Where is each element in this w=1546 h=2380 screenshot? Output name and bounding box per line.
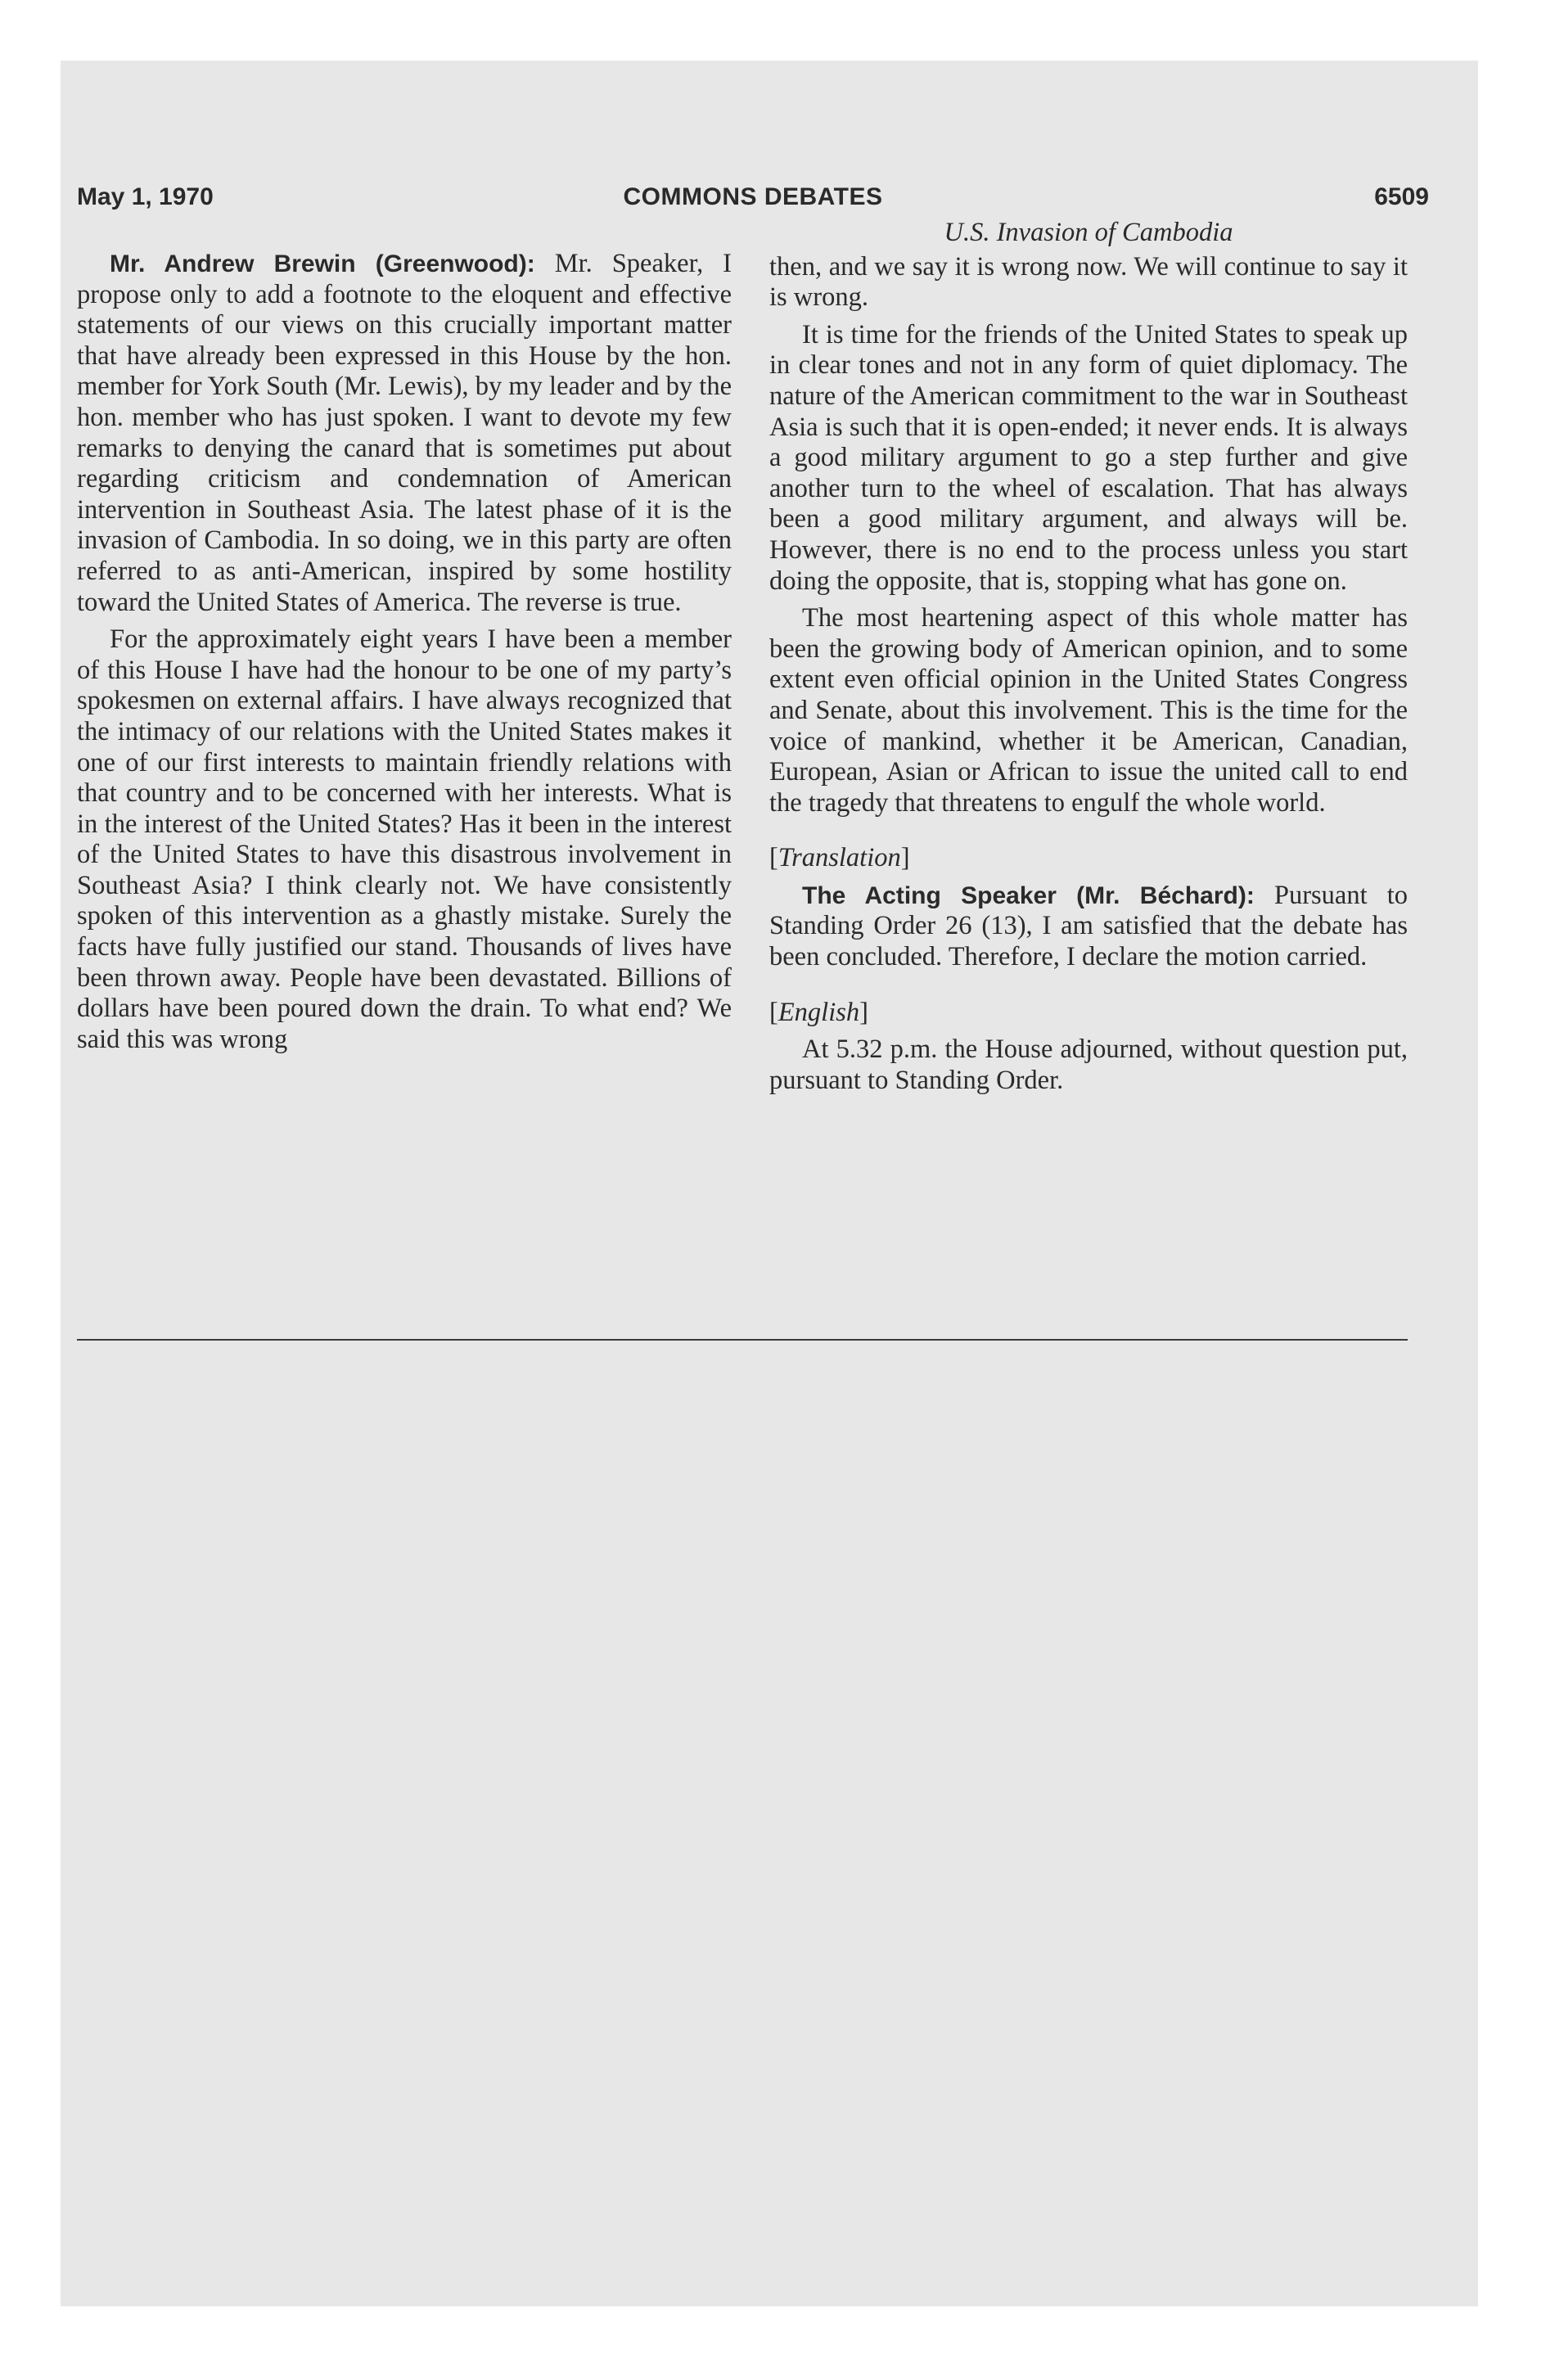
left-column [77, 249, 732, 1055]
header-journal-title: COMMONS DEBATES [623, 183, 883, 210]
header-page-number: 6509 [1374, 183, 1429, 210]
language-marker-label: Translation [778, 843, 901, 873]
paragraph: The most heartening aspect of this whole matter has been the growing body of American opinion, and to some extent even official opinion in the United States Congress and Senate, about this involvement. This is the time for the voice of mankind, whether it be American, Canadian, European, Asian or African to issue the united call to end the tragedy that threatens to engulf the whole world. [769, 603, 1408, 818]
paragraph: For the approximately eight years I have been a member of this House I have had the honour to be one of my party’s spokesmen on external affairs. I have always recognized that the intimacy of our relations with the United States makes it one of our first interests to maintain friendly relations with that country and to be concerned with her interests. What is in the interest of the United States? Has it been in the interest of the United States to have this disastrous involvement in Southeast Asia? I think clearly not. We have consistently spoken of this intervention as a ghastly mistake. Surely the facts have fully justified our stand. Thousands of lives have been thrown away. People have been devastated. Billions of dollars have been poured down the drain. To what end? We said this was wrong [77, 624, 732, 1054]
speaker-name: The Acting Speaker (Mr. Béchard): [802, 881, 1255, 909]
section-subheading: U.S. Invasion of Cambodia [944, 218, 1233, 247]
paragraph [77, 249, 732, 618]
paragraph [769, 881, 1408, 973]
paragraph: then, and we say it is wrong now. We will continue to say it is wrong. [769, 251, 1408, 313]
speaker-name: Mr. Andrew Brewin (Greenwood): [110, 250, 535, 277]
page-header [77, 183, 1429, 216]
header-date: May 1, 1970 [77, 183, 214, 210]
horizontal-rule [77, 1339, 1408, 1341]
language-marker-translation: [Translation] [769, 843, 910, 873]
right-column [769, 218, 1408, 1096]
language-marker-label: English [778, 997, 860, 1027]
paragraph: At 5.32 p.m. the House adjourned, without question put, pursuant to Standing Order. [769, 1034, 1408, 1095]
language-marker-english: [English] [769, 997, 868, 1027]
paragraph-text: Mr. Speaker, I propose only to add a footnote to the eloquent and effective statements of our views on this crucially important matter that have already been expressed in this House by the hon. member for York South (Mr. Lewis), by my leader and by the hon. member who has just spoken. I want to devote my few remarks to denying the canard that is sometimes put about regarding criticism and condemnation of American intervention in Southeast Asia. The latest phase of it is the invasion of Cambodia. In so doing, we in this party are often referred to as anti-American, inspired by some hostility toward the United States of America. The reverse is true. [77, 249, 732, 617]
paragraph: It is time for the friends of the United States to speak up in clear tones and not in any form of quiet diplomacy. The nature of the American commitment to the war in Southeast Asia is such that it is open-ended; it never ends. It is always a good military argument to go a step further and give another turn to the wheel of escalation. That has always been a good military argument, and always will be. However, there is no end to the process unless you start doing the opposite, that is, stopping what has gone on. [769, 319, 1408, 596]
paragraph-text: Pursuant to Standing Order 26 (13), I am satisfied that the debate has been concluded. Therefore, I declare the motion carried. [769, 880, 1408, 972]
